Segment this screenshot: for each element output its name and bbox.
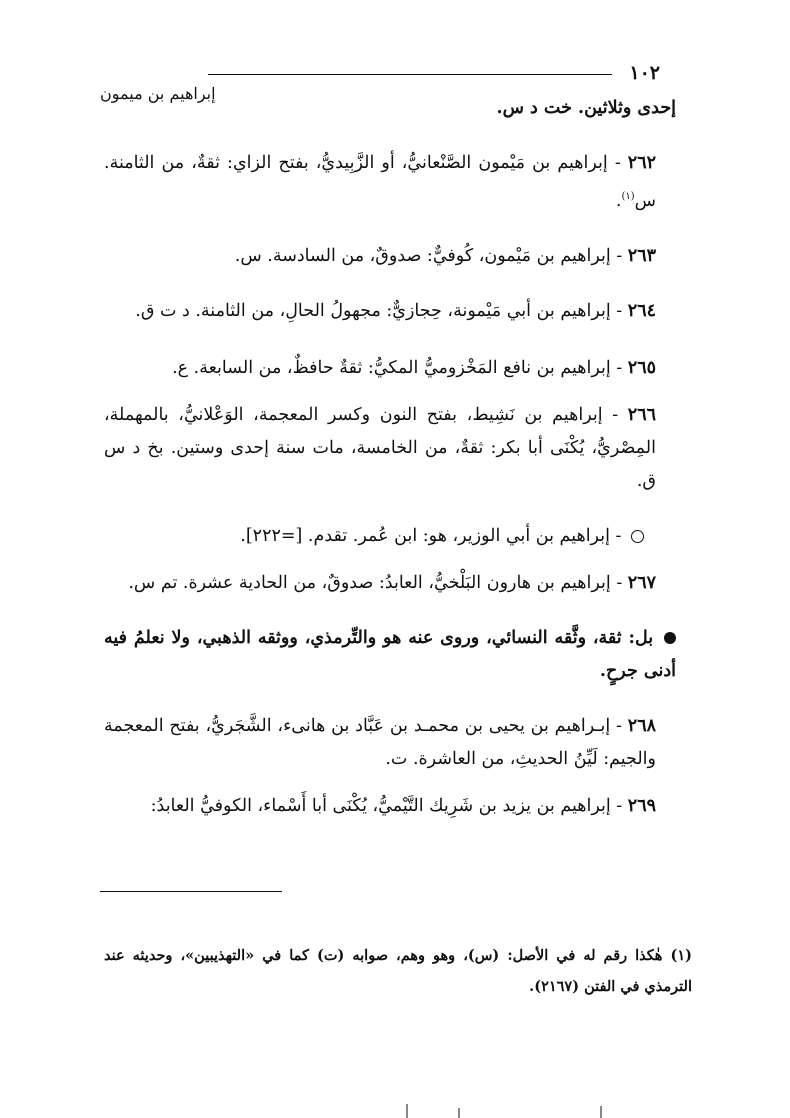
scan-artifact bbox=[458, 1108, 460, 1118]
entry-text: - إبـراهيم بن يحيى بن محمـد بن عَبَّاد بن هانىء، الشَّجَريُّ، بفتح المعجمة والجيم: لَيِّنُ الحديثِ، من العاشرة. ت. bbox=[104, 715, 656, 769]
spacer bbox=[104, 688, 686, 710]
footnote: (١) هٰكذا رقم له في الأصل: (س)، وهو وهم، صوابه (ت) كما في «التهذيبين»، وحديثه عند الترمذي في الفتن (٢١٦٧). bbox=[104, 946, 692, 995]
entry-text: - إبراهيم بن هارون البَلْخيُّ، العابدُ: صدوقٌ، من الحادية عشرة. تم س. bbox=[128, 572, 628, 593]
spacer bbox=[104, 600, 686, 622]
running-head: إبراهيم بن ميمون bbox=[100, 84, 216, 103]
circle-marker-icon bbox=[631, 530, 644, 543]
entry-number: ٢٦٢ bbox=[627, 153, 656, 173]
entry-269 bbox=[104, 790, 686, 823]
entry-text: - إبراهيم بن نافع المَخْزوميُّ المكيُّ: ثقةٌ حافظٌ، من السابعة. ع. bbox=[172, 357, 628, 378]
spacer bbox=[104, 328, 686, 352]
entry-number: ٢٦٧ bbox=[627, 572, 656, 593]
cross-reference bbox=[104, 520, 686, 553]
scan-artifact bbox=[406, 1104, 408, 1118]
entry-265 bbox=[104, 352, 686, 385]
header-rule bbox=[208, 74, 612, 75]
entry-number: ٢٦٦ bbox=[627, 404, 656, 425]
spacer bbox=[104, 218, 686, 240]
footnote-rule bbox=[100, 891, 282, 892]
bullet-dot-icon bbox=[664, 632, 676, 644]
editor-note-text: بل: ثقة، وثَّقه النسائي، وروى عنه هو والتِّرمذي، ووثقه الذهبي، ولا نعلمُ فيه أدنى جرحٍ. bbox=[104, 627, 676, 681]
entry-264 bbox=[104, 295, 686, 328]
editor-note bbox=[104, 622, 686, 688]
entry-text: - إبراهيم بن أبي مَيْمونة، حِجازيٌّ: مجهولُ الحالِ، من الثامنة. د ت ق. bbox=[135, 300, 628, 321]
continued-line: إحدى وثلاثين. خت د س. bbox=[496, 98, 676, 118]
entry-text: - إبراهيم بن مَيْمون الصَّنْعانيُّ، أو الزَّبِيديُّ، بفتح الزاي: ثقةٌ، من الثامنة. س bbox=[104, 153, 656, 211]
body-text bbox=[104, 92, 686, 823]
entry-number: ٢٦٣ bbox=[627, 245, 656, 266]
entry-text: - إبراهيم بن نَشِيط، بفتح النون وكسر المعجمة، الوَعْلانيُّ، بالمهملة، المِصْريُّ، يُكْنَى أبا بكر: ثقةٌ، من الخامسة، مات سنة إحدى وستين. بخ د س ق. bbox=[104, 404, 656, 491]
entry-text: - إبراهيم بن يزيد بن شَرِيك التَّيْميُّ، يُكْنَى أبا أَسْماء، الكوفيُّ العابدُ: bbox=[150, 795, 628, 816]
spacer bbox=[104, 125, 686, 147]
cross-reference-text: - إبراهيم بن أبي الوزير، هو: ابن عُمر. تقدم. [=٢٢٢]. bbox=[240, 525, 627, 546]
entry-263 bbox=[104, 240, 686, 273]
entry-268 bbox=[104, 710, 686, 776]
scan-artifact bbox=[600, 1106, 602, 1118]
spacer bbox=[104, 273, 686, 295]
entry-266 bbox=[104, 399, 686, 498]
spacer bbox=[104, 553, 686, 567]
entry-number: ٢٦٤ bbox=[627, 300, 656, 321]
entry-262: ٢٦٢ - إبراهيم بن مَيْمون الصَّنْعانيُّ، أو الزَّبِيديُّ، بفتح الزاي: ثقةٌ، من الثامنة. س$^{(١)}$. bbox=[104, 153, 656, 211]
entry-number: ٢٦٥ bbox=[627, 357, 656, 378]
entry-number: ٢٦٨ bbox=[627, 715, 656, 736]
entry-text: - إبراهيم بن مَيْمون، كُوفيٌّ: صدوقٌ، من السادسة. س. bbox=[234, 245, 628, 266]
spacer bbox=[104, 498, 686, 520]
footnote-ref[interactable]: (١) bbox=[621, 191, 635, 202]
entry-267 bbox=[104, 567, 686, 600]
spacer bbox=[104, 776, 686, 790]
spacer bbox=[104, 385, 686, 399]
page-number: ١٠٢ bbox=[629, 62, 660, 84]
entry-number: ٢٦٩ bbox=[627, 795, 656, 816]
